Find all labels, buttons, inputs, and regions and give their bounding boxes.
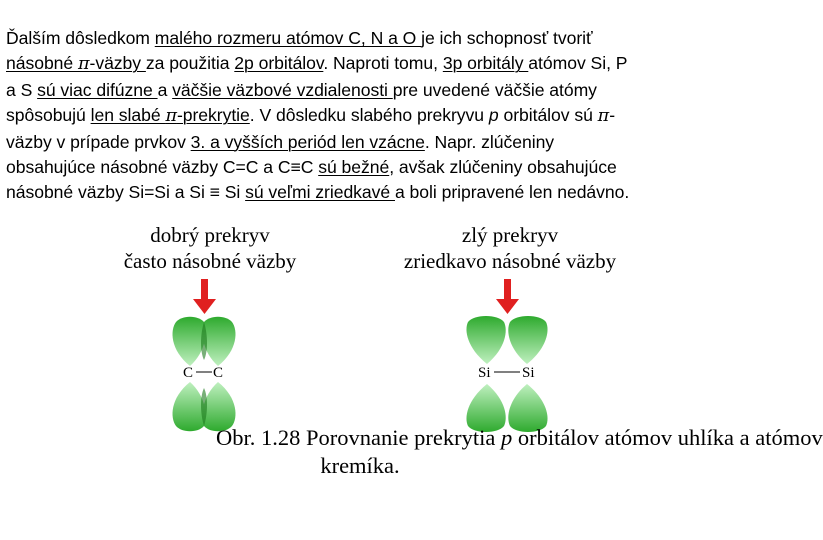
triple-bond-symbol: ≡ <box>209 182 220 203</box>
underlined-text: sú bežné <box>318 157 390 178</box>
underlined-text: sú veľmi zriedkavé <box>245 182 395 203</box>
silicon-label-1: Si <box>478 365 491 381</box>
carbon-2-top-lobe <box>202 317 235 366</box>
left-red-arrow <box>193 279 216 314</box>
underlined-text: 3p orbitály <box>442 53 529 74</box>
right-red-arrow <box>496 279 519 314</box>
carbon-label-1: C <box>183 365 194 381</box>
underlined-text: -prekrytie <box>176 105 250 126</box>
right-title-line-2: zriedkavo násobné väzby <box>403 249 617 273</box>
text: orbitálov sú <box>498 105 598 126</box>
text: - <box>609 105 615 126</box>
right-title-line-1: zlý prekryv <box>461 223 559 247</box>
underlined-text: väčšie väzbové vzdialenosti <box>172 79 393 100</box>
text: Si <box>219 182 246 203</box>
figure-caption <box>216 425 823 451</box>
text: pre uvedené väčšie atómy <box>392 79 597 100</box>
left-title-line-1: dobrý prekryv <box>150 223 270 247</box>
text: C <box>300 157 319 178</box>
silicon-1-top-lobe <box>466 316 505 364</box>
text: . Napr. zlúčeniny <box>424 131 555 152</box>
text: a <box>157 79 173 100</box>
underlined-text: 3. a vyšších periód len vzácne <box>190 131 425 152</box>
carbon-1-top-lobe <box>173 317 206 366</box>
underlined-text: 2p orbitálov <box>234 53 324 74</box>
silicon-2-top-lobe <box>508 316 547 364</box>
text: väzby v prípade prvkov <box>6 131 191 152</box>
carbon-p-orbitals <box>173 317 236 432</box>
text: , avšak zlúčeniny obsahujúce <box>389 157 617 178</box>
text: atómov Si, P <box>528 53 628 74</box>
text: násobné väzby Si=Si a Si <box>6 182 210 203</box>
underlined-text: násobné <box>6 53 78 74</box>
silicon-label-2: Si <box>522 365 535 381</box>
text: spôsobujú <box>6 105 91 126</box>
pi-symbol: π <box>597 106 610 127</box>
underlined-text: sú viac difúzne <box>37 79 158 100</box>
text: obsahujúce násobné väzby C=C a C <box>6 157 291 178</box>
pi-symbol: π <box>78 54 90 75</box>
underlined-text: -väzby <box>89 53 146 74</box>
caption-text: orbitálov atómov uhlíka a atómov <box>512 425 823 450</box>
triple-bond-symbol: ≡ <box>290 157 301 178</box>
left-title-line-2: často násobné väzby <box>123 249 297 273</box>
silicon-p-orbitals <box>466 316 547 432</box>
italic-p: p <box>488 105 499 126</box>
carbon-label-2: C <box>213 365 224 381</box>
text: za použitia <box>145 53 235 74</box>
carbon-2-bottom-lobe <box>202 382 235 431</box>
figure-caption-line-2: kremíka. <box>320 453 400 478</box>
text: . Naproti tomu, <box>323 53 443 74</box>
text: . V dôsledku slabého prekryvu <box>249 105 489 126</box>
caption-italic-p: p <box>500 425 513 450</box>
carbon-1-bottom-lobe <box>173 382 206 431</box>
pi-symbol: π <box>165 106 177 127</box>
text: Ďalším dôsledkom <box>6 28 155 48</box>
text: je ich schopnosť tvoriť <box>421 28 593 48</box>
underlined-text: len slabé <box>90 105 166 126</box>
caption-text: Obr. 1.28 Porovnanie prekrytia <box>216 425 501 450</box>
text: a S <box>6 79 38 100</box>
underlined-text: malého rozmeru atómov C, N a O <box>154 28 422 48</box>
text: a boli pripravené len nedávno. <box>394 182 630 203</box>
